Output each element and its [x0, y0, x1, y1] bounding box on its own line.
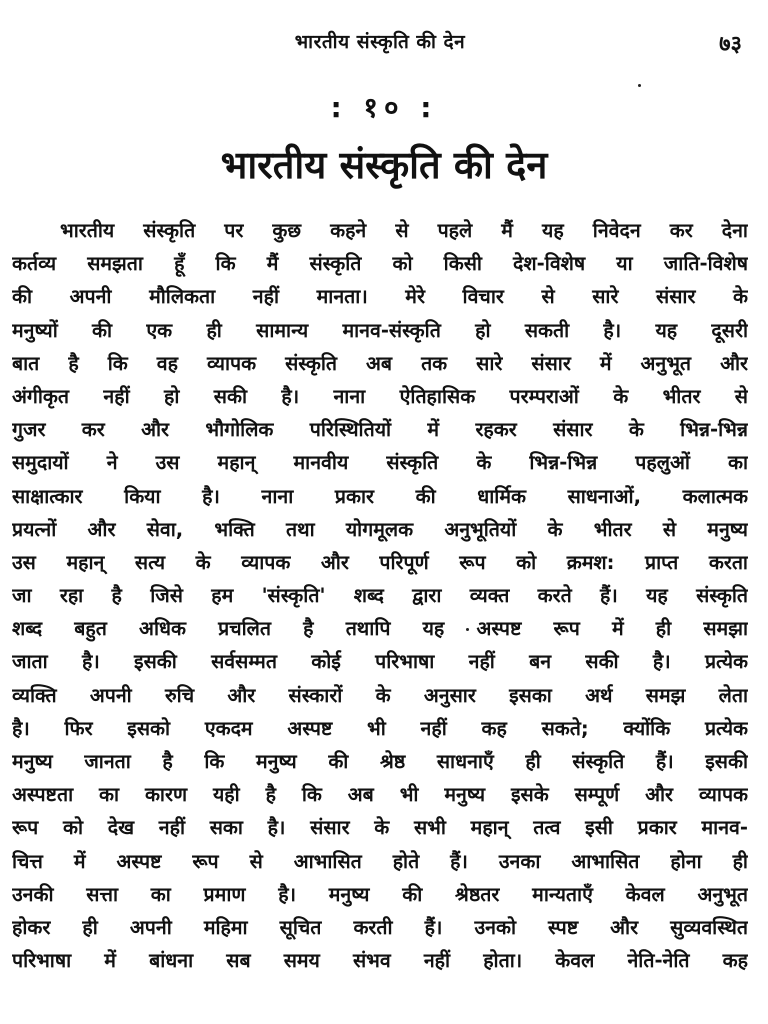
text-line: गुजर कर और भौगोलिक परिस्थितियों में रहकर संसार के भिन्न-भिन्न	[12, 418, 748, 442]
text-line: कर्तव्य समझता हूँ कि मैं संस्कृति को किसी देश-विशेष या जाति-विशेष	[12, 252, 748, 276]
text-line: शब्द बहुत अधिक प्रचलित है तथापि यह अस्पष्ट रूप में ही समझा	[12, 617, 748, 641]
text-line: चित्त में अस्पष्ट रूप से आभासित होते हैं। उनका आभासित होना ही	[12, 849, 748, 873]
text-line: मनुष्यों की एक ही सामान्य मानव-संस्कृति हो सकती है। यह दूसरी	[12, 318, 748, 342]
text-line: की अपनी मौलिकता नहीं मानता। मेरे विचार से सारे संसार के	[12, 285, 748, 309]
text-line: अंगीकृत नहीं हो सकी है। नाना ऐतिहासिक परम्पराओं के भीतर से	[12, 384, 748, 408]
text-line: साक्षात्कार किया है। नाना प्रकार की धार्मिक साधनाओं, कलात्मक	[12, 484, 748, 508]
text-line: मनुष्य जानता है कि मनुष्य की श्रेष्ठ साधनाएँ ही संस्कृति हैं। इसकी	[12, 750, 748, 773]
running-title: भारतीय संस्कृति की देन	[294, 31, 466, 53]
text-line: जा रहा है जिसे हम 'संस्कृति' शब्द द्वारा व्यक्त करते हैं। यह संस्कृति	[12, 584, 748, 608]
running-header	[12, 28, 748, 62]
page-number: ७३	[719, 32, 742, 57]
body-paragraph	[12, 214, 748, 977]
text-line: अस्पष्टता का कारण यही है कि अब भी मनुष्य इसके सम्पूर्ण और व्यापक	[12, 783, 748, 807]
text-line: है। फिर इसको एकदम अस्पष्ट भी नहीं कह सकते; क्योंकि प्रत्येक	[12, 716, 748, 740]
text-line: समुदायों ने उस महान् मानवीय संस्कृति के भिन्न-भिन्न पहलुओं का	[12, 451, 748, 475]
chapter-title: भारतीय संस्कृति की देन	[220, 143, 548, 187]
text-line: होकर ही अपनी महिमा सूचित करती हैं। उनको स्पष्ट और सुव्यवस्थित	[12, 915, 748, 939]
text-line: उनकी सत्ता का प्रमाण है। मनुष्य की श्रेष्ठतर मान्यताएँ केवल अनुभूत	[12, 882, 748, 906]
text-line: भारतीय संस्कृति पर कुछ कहने से पहले मैं यह निवेदन कर देना	[60, 219, 748, 242]
text-line: व्यक्ति अपनी रुचि और संस्कारों के अनुसार इसका अर्थ समझ लेता	[12, 683, 748, 707]
text-line: बात है कि वह व्यापक संस्कृति अब तक सारे संसार में अनुभूत और	[12, 351, 748, 375]
text-line: जाता है। इसकी सर्वसम्मत कोई परिभाषा नहीं बन सकी है। प्रत्येक	[12, 650, 748, 674]
text-line: प्रयत्नों और सेवा, भक्ति तथा योगमूलक अनुभूतियों के भीतर से मनुष्य	[12, 517, 748, 541]
text-line: रूप को देख नहीं सका है। संसार के सभी महान् तत्व इसी प्रकार मानव-	[12, 816, 748, 840]
text-line: परिभाषा में बांधना सब समय संभव नहीं होता। केवल नेति-नेति कह	[12, 949, 748, 973]
text-line: उस महान् सत्य के व्यापक और परिपूर्ण रूप को क्रमश: प्राप्त करता	[12, 550, 748, 574]
print-speck	[638, 84, 641, 87]
chapter-number: : १० :	[330, 91, 438, 124]
